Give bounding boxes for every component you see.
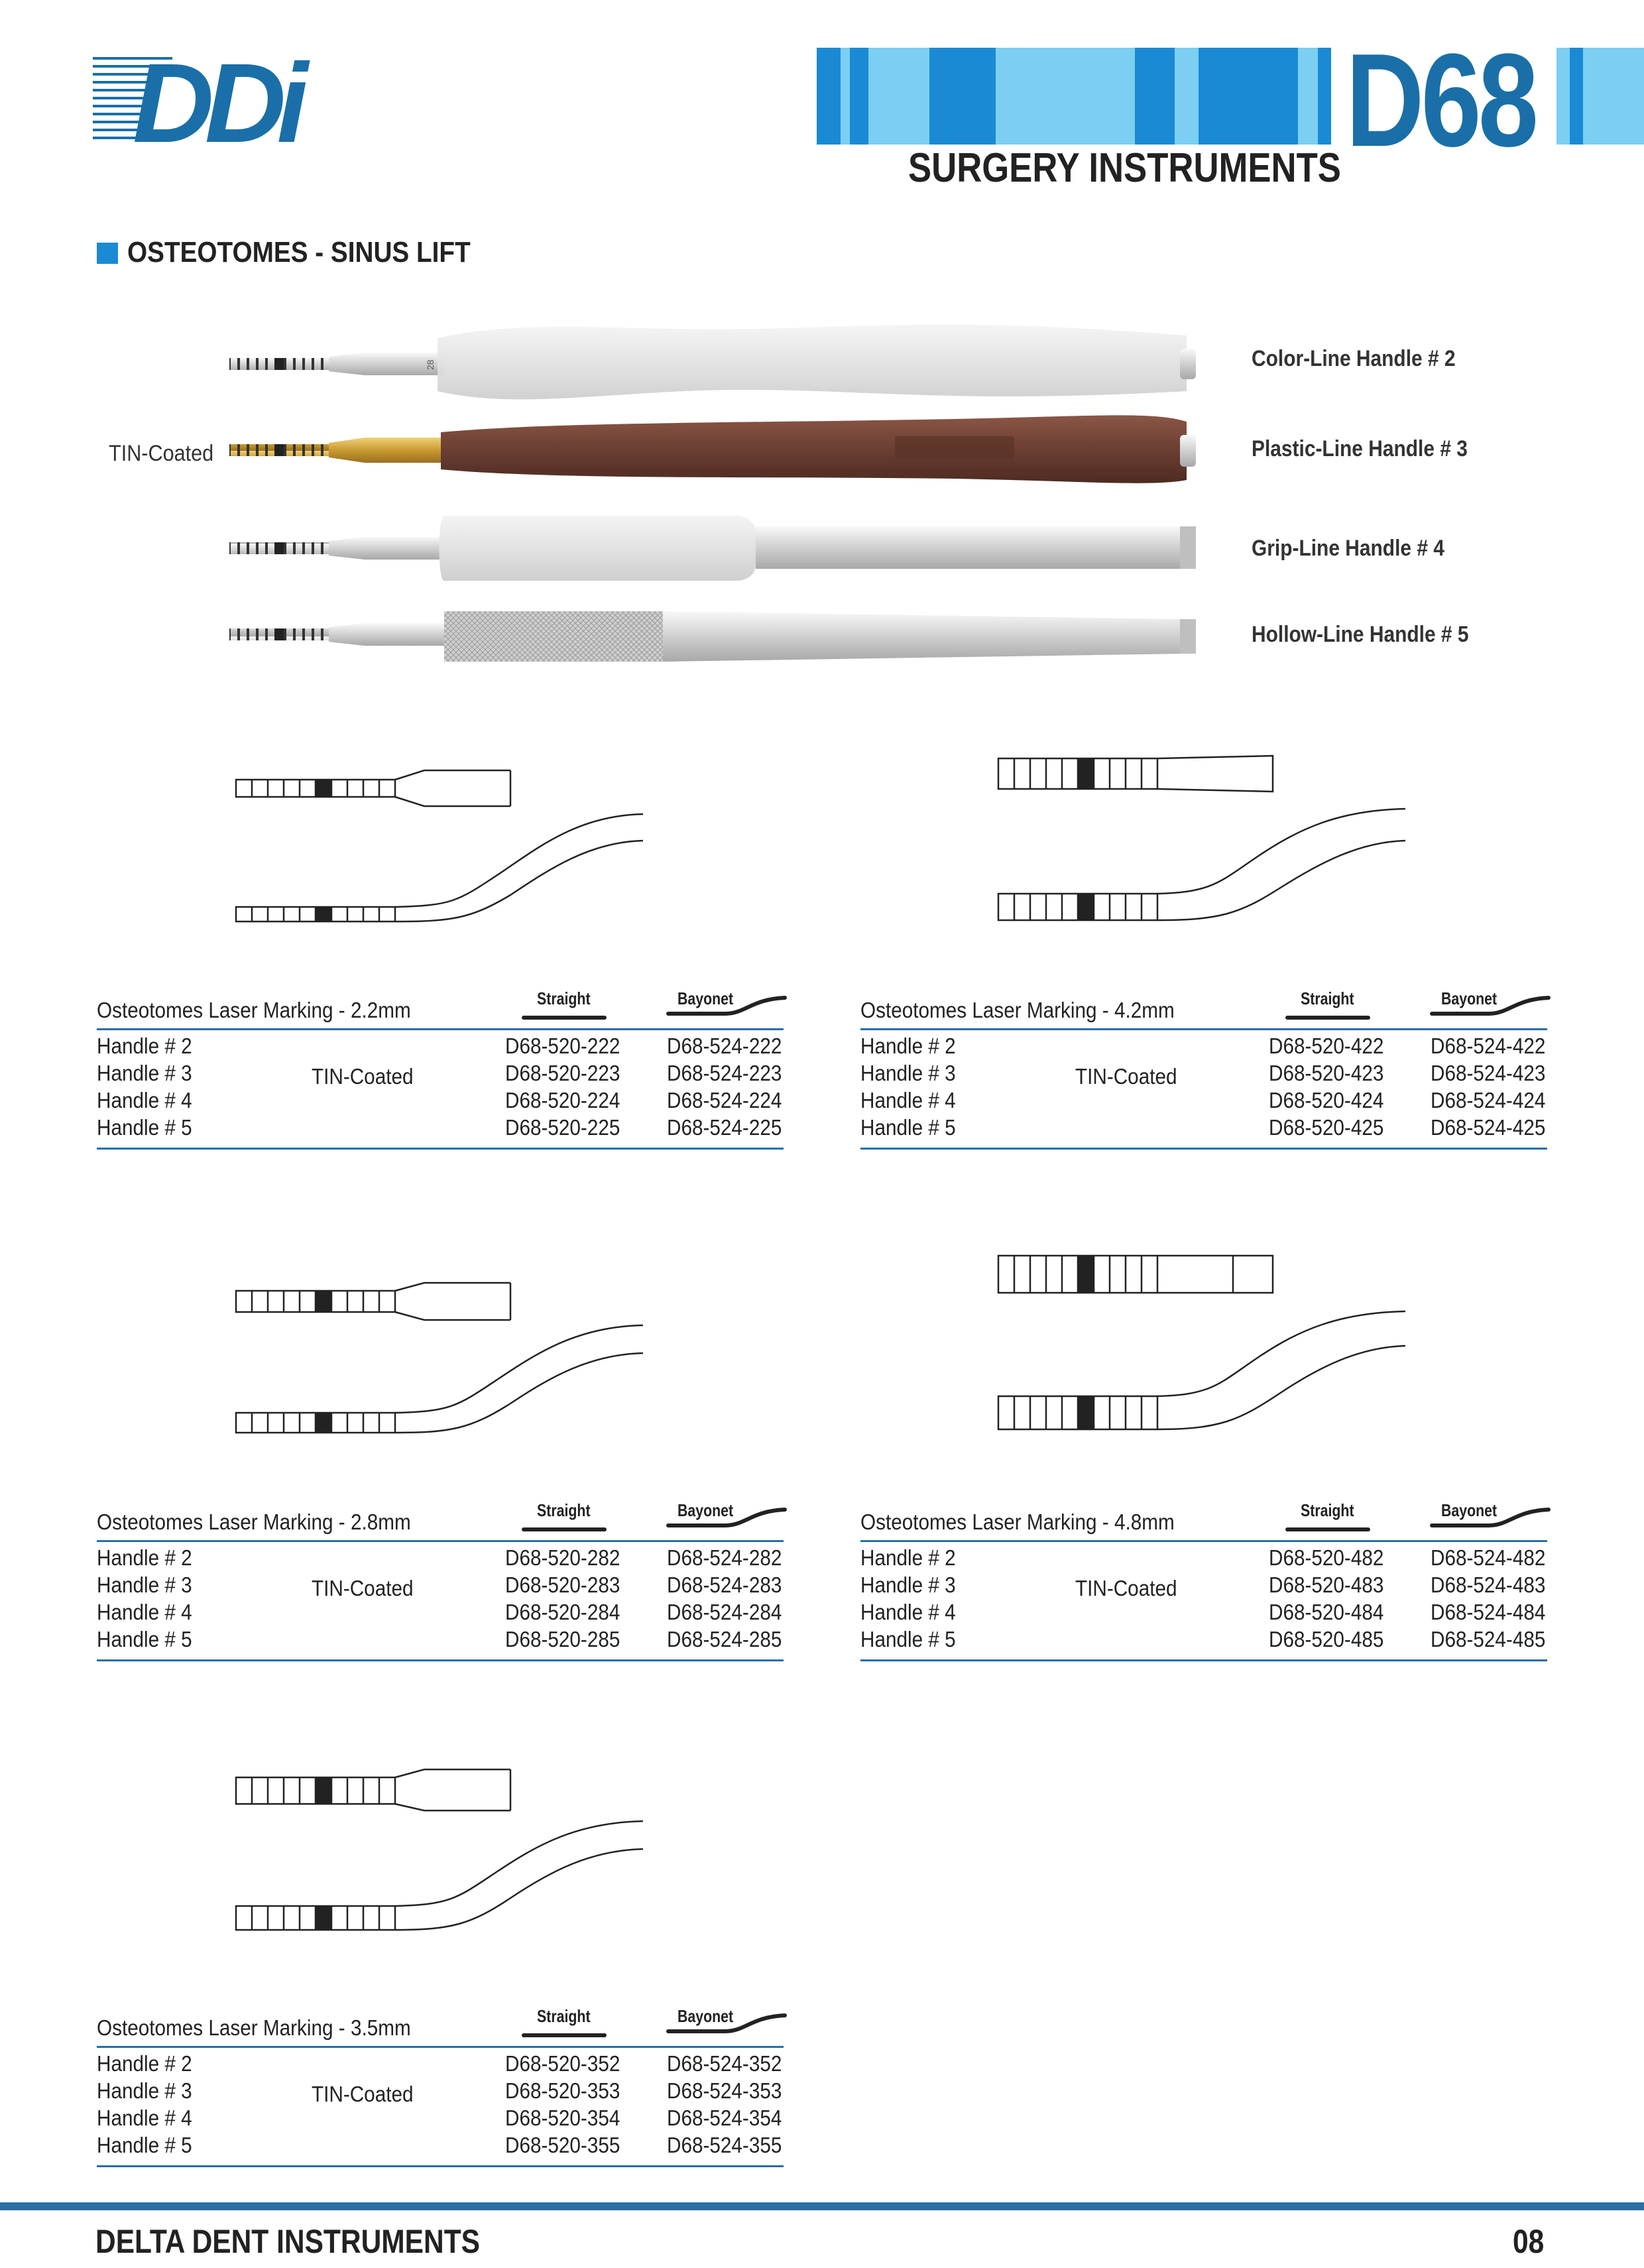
- straight-code-cell: D68-520-222: [505, 1034, 620, 1058]
- bayonet-shape-icon: [666, 994, 789, 1020]
- table-row: [860, 1627, 1547, 1654]
- bayonet-code-cell: D68-524-482: [1431, 1545, 1546, 1570]
- handle-cell: Handle # 3: [97, 2078, 192, 2103]
- table-title: Osteotomes Laser Marking - 4.2mm: [860, 998, 1175, 1022]
- osteotome-drawing-2-2mm: [232, 762, 650, 928]
- ddi-logo: [93, 44, 358, 150]
- table-row: [97, 1061, 784, 1088]
- straight-code-cell: D68-520-484: [1269, 1600, 1384, 1624]
- bayonet-code-cell: D68-524-352: [667, 2051, 782, 2076]
- straight-code-cell: D68-520-352: [505, 2051, 620, 2076]
- bayonet-shape-icon: [666, 1506, 789, 1532]
- bayonet-code-cell: D68-524-284: [667, 1600, 782, 1624]
- straight-code-cell: D68-520-422: [1269, 1034, 1384, 1058]
- bayonet-shape-icon: [1429, 1506, 1553, 1532]
- straight-code-cell: D68-520-354: [505, 2106, 620, 2130]
- section-bullet-square: [97, 243, 118, 264]
- hollow-line-handle-5-image: [229, 611, 1196, 662]
- bayonet-code-cell: D68-524-224: [667, 1088, 782, 1112]
- handle-cell: Handle # 5: [860, 1627, 956, 1651]
- straight-code-cell: D68-520-283: [505, 1573, 620, 1597]
- handle-cell: Handle # 2: [97, 1034, 192, 1058]
- instrument-photo: [225, 305, 1220, 676]
- osteotome-drawing-3-5mm: [232, 1760, 650, 1939]
- straight-code-cell: D68-520-423: [1269, 1061, 1384, 1085]
- handle-cell: Handle # 5: [97, 2133, 192, 2157]
- col-head-straight: Straight: [537, 988, 591, 1008]
- straight-code-cell: D68-520-353: [505, 2078, 620, 2103]
- header-subtitle: SURGERY INSTRUMENTS: [908, 145, 1341, 191]
- bayonet-code-cell: D68-524-425: [1431, 1115, 1546, 1140]
- bayonet-code-cell: D68-524-223: [667, 1061, 782, 1085]
- table-row: [860, 1545, 1547, 1573]
- straight-code-cell: D68-520-424: [1269, 1088, 1384, 1112]
- table-title: Osteotomes Laser Marking - 4.8mm: [860, 1510, 1175, 1534]
- handle-cell: Handle # 2: [860, 1545, 956, 1570]
- table-title: Osteotomes Laser Marking - 2.8mm: [97, 1510, 411, 1534]
- bayonet-code-cell: D68-524-225: [667, 1115, 782, 1140]
- handle-cell: Handle # 3: [860, 1061, 956, 1085]
- handle-label-grip-line: Grip-Line Handle # 4: [1252, 536, 1444, 561]
- handle-label-hollow-line: Hollow-Line Handle # 5: [1252, 622, 1469, 647]
- bayonet-code-cell: D68-524-283: [667, 1573, 782, 1597]
- col-head-straight: Straight: [1301, 1500, 1354, 1520]
- table-row: [97, 1088, 784, 1115]
- bayonet-code-cell: D68-524-353: [667, 2078, 782, 2103]
- coating-label: TIN-Coated: [1075, 1064, 1177, 1089]
- handle-cell: Handle # 3: [97, 1573, 192, 1597]
- handle-cell: Handle # 3: [860, 1573, 956, 1597]
- col-head-bayonet: Bayonet: [677, 1500, 734, 1520]
- col-head-bayonet: Bayonet: [1441, 988, 1497, 1008]
- coating-label: TIN-Coated: [312, 2082, 414, 2106]
- handle-cell: Handle # 5: [97, 1115, 192, 1140]
- table-row: [860, 1573, 1547, 1600]
- logo-text: DDi: [133, 44, 299, 150]
- plastic-line-handle-3-image: [229, 415, 1196, 483]
- bayonet-code-cell: D68-524-355: [667, 2133, 782, 2157]
- coating-label: TIN-Coated: [1075, 1576, 1177, 1600]
- bayonet-code-cell: D68-524-422: [1431, 1034, 1546, 1058]
- footer-company-name: DELTA DENT INSTRUMENTS: [95, 2223, 481, 2260]
- table-row: [860, 1088, 1547, 1115]
- straight-shape-icon: [521, 1523, 607, 1536]
- handle-label-plastic-line: Plastic-Line Handle # 3: [1252, 436, 1468, 461]
- table-row: [97, 1627, 784, 1654]
- table-row: [97, 1600, 784, 1627]
- table-row: [97, 2106, 784, 2133]
- handle-cell: Handle # 3: [97, 1061, 192, 1085]
- color-line-handle-2-image: [229, 325, 1196, 400]
- bayonet-code-cell: D68-524-485: [1431, 1627, 1546, 1651]
- handle-cell: Handle # 4: [97, 2106, 192, 2130]
- table-row: [860, 1034, 1547, 1061]
- bayonet-code-cell: D68-524-285: [667, 1627, 782, 1651]
- col-head-bayonet: Bayonet: [677, 2006, 734, 2026]
- table-row: [860, 1061, 1547, 1088]
- straight-code-cell: D68-520-225: [505, 1115, 620, 1140]
- straight-code-cell: D68-520-284: [505, 1600, 620, 1624]
- coating-label: TIN-Coated: [312, 1576, 414, 1600]
- table-row: [97, 2078, 784, 2106]
- table-title: Osteotomes Laser Marking - 2.2mm: [97, 998, 411, 1022]
- straight-code-cell: D68-520-483: [1269, 1573, 1384, 1597]
- bayonet-code-cell: D68-524-484: [1431, 1600, 1546, 1624]
- straight-code-cell: D68-520-282: [505, 1545, 620, 1570]
- bayonet-shape-icon: [666, 2011, 789, 2038]
- osteotome-drawing-4-8mm: [994, 1246, 1419, 1439]
- handle-cell: Handle # 4: [860, 1600, 956, 1624]
- table-row: [97, 2133, 784, 2160]
- straight-shape-icon: [1285, 1011, 1371, 1024]
- handle-cell: Handle # 2: [860, 1034, 956, 1058]
- col-head-bayonet: Bayonet: [677, 988, 734, 1008]
- bayonet-code-cell: D68-524-222: [667, 1034, 782, 1058]
- bayonet-shape-icon: [1429, 994, 1553, 1020]
- page-number: 08: [1513, 2223, 1545, 2260]
- col-head-bayonet: Bayonet: [1441, 1500, 1497, 1520]
- osteotome-drawing-4-2mm: [994, 749, 1419, 928]
- table-row: [860, 1115, 1547, 1142]
- handle-cell: Handle # 2: [97, 2051, 192, 2076]
- handle-cell: Handle # 5: [860, 1115, 956, 1140]
- handle-cell: Handle # 4: [97, 1088, 192, 1112]
- section-title: OSTEOTOMES - SINUS LIFT: [127, 236, 471, 269]
- table-row: [97, 2051, 784, 2078]
- table-row: [97, 1573, 784, 1600]
- osteotome-drawing-2-8mm: [232, 1276, 650, 1442]
- table-row: [97, 1115, 784, 1142]
- coating-label: TIN-Coated: [312, 1064, 414, 1089]
- handle-cell: Handle # 5: [97, 1627, 192, 1651]
- tin-coated-note: TIN-Coated: [109, 441, 214, 466]
- bayonet-code-cell: D68-524-424: [1431, 1088, 1546, 1112]
- tip-marking: 28: [425, 359, 436, 370]
- straight-code-cell: D68-520-485: [1269, 1627, 1384, 1651]
- straight-shape-icon: [1285, 1523, 1371, 1536]
- bayonet-code-cell: D68-524-282: [667, 1545, 782, 1570]
- grip-line-handle-4-image: [229, 516, 1196, 581]
- handle-cell: Handle # 2: [97, 1545, 192, 1570]
- col-head-straight: Straight: [1301, 988, 1354, 1008]
- bayonet-code-cell: D68-524-354: [667, 2106, 782, 2130]
- bayonet-code-cell: D68-524-423: [1431, 1061, 1546, 1085]
- straight-code-cell: D68-520-224: [505, 1088, 620, 1112]
- table-row: [97, 1034, 784, 1061]
- bayonet-code-cell: D68-524-483: [1431, 1573, 1546, 1597]
- table-row: [97, 1545, 784, 1573]
- handle-label-color-line: Color-Line Handle # 2: [1252, 346, 1456, 371]
- footer-bar: [0, 2202, 1644, 2210]
- table-row: [860, 1600, 1547, 1627]
- col-head-straight: Straight: [537, 2006, 591, 2026]
- handle-cell: Handle # 4: [97, 1600, 192, 1624]
- straight-code-cell: D68-520-223: [505, 1061, 620, 1085]
- catalog-code: D68: [1346, 27, 1536, 174]
- handle-cell: Handle # 4: [860, 1088, 956, 1112]
- straight-code-cell: D68-520-285: [505, 1627, 620, 1651]
- straight-code-cell: D68-520-425: [1269, 1115, 1384, 1140]
- straight-shape-icon: [521, 2029, 607, 2042]
- straight-code-cell: D68-520-482: [1269, 1545, 1384, 1570]
- col-head-straight: Straight: [537, 1500, 591, 1520]
- straight-shape-icon: [521, 1011, 607, 1024]
- table-title: Osteotomes Laser Marking - 3.5mm: [97, 2015, 411, 2040]
- straight-code-cell: D68-520-355: [505, 2133, 620, 2157]
